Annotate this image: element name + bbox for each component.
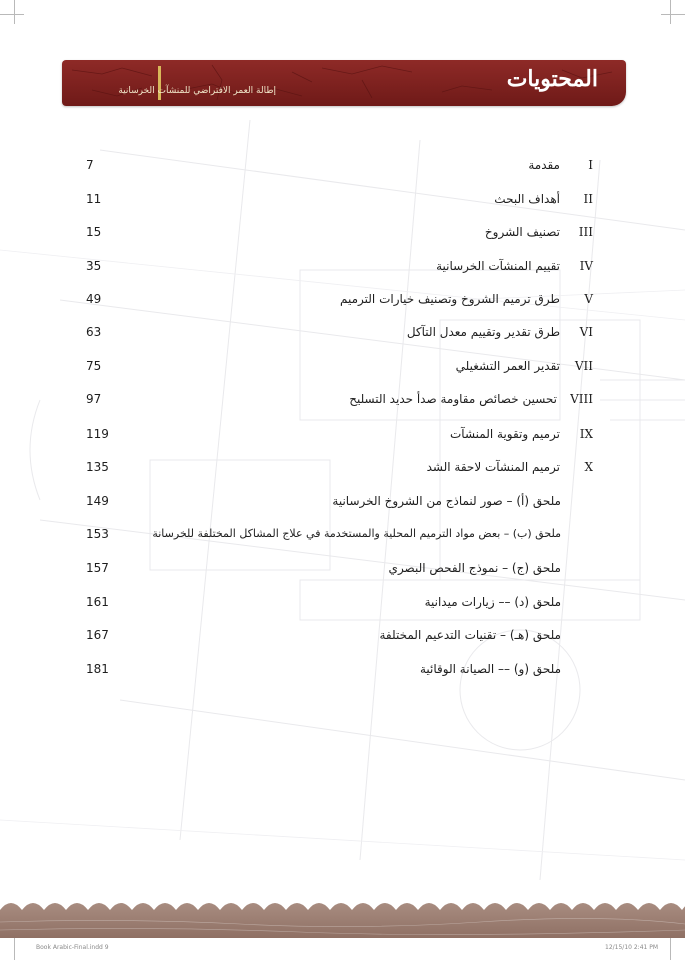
- page-number: 181: [86, 662, 109, 676]
- page-number: 63: [86, 325, 102, 339]
- appendix-entry[interactable]: [0, 625, 685, 645]
- chapter-numeral: VIII: [570, 392, 593, 406]
- page-number: 97: [86, 392, 102, 406]
- chapter-numeral: V: [584, 292, 593, 306]
- chapter-numeral: IV: [579, 259, 593, 273]
- appendix-entry[interactable]: [0, 592, 685, 612]
- entry-title: ترميم المنشآت لاحقة الشد: [426, 460, 560, 474]
- chapter-numeral: III: [578, 225, 593, 239]
- page-number: 135: [86, 460, 109, 474]
- page-number: 11: [86, 192, 102, 206]
- appendix-entry[interactable]: [0, 524, 685, 544]
- print-slug-left: Book Arabic-Final.indd 9: [36, 944, 109, 951]
- crop-mark: [670, 936, 671, 960]
- entry-title: طرق تقدير وتقييم معدل التآكل: [406, 325, 560, 339]
- page-number: 119: [86, 427, 109, 441]
- page-number: 167: [86, 628, 109, 642]
- toc-entry[interactable]: [0, 356, 685, 376]
- entry-title: ملحق (و) –– الصيانة الوقائية: [420, 662, 561, 676]
- chapter-numeral: IX: [579, 427, 593, 441]
- toc-entry[interactable]: [0, 424, 685, 444]
- chapter-numeral: VI: [579, 325, 593, 339]
- entry-title: ملحق (أ) – صور لنماذج من الشروخ الخرسانية: [332, 494, 561, 508]
- toc-entry[interactable]: [0, 189, 685, 209]
- toc-entry[interactable]: [0, 256, 685, 276]
- page-number: 161: [86, 595, 109, 609]
- page-number: 75: [86, 359, 102, 373]
- chapter-numeral: VII: [574, 359, 593, 373]
- print-slug-right: 12/15/10 2:41 PM: [605, 944, 659, 951]
- entry-title: أهداف البحث: [494, 192, 560, 206]
- toc-entry[interactable]: [0, 322, 685, 342]
- page-title: المحتويات: [506, 66, 598, 92]
- entry-title: ملحق (د) –– زيارات ميدانية: [424, 595, 561, 609]
- page-number: 15: [86, 225, 102, 239]
- entry-title: ملحق (ج) – نموذج الفحص البصري: [388, 561, 561, 575]
- entry-title: تحسين خصائص مقاومة صدأ حديد التسليح: [349, 392, 557, 406]
- entry-title: مقدمة: [528, 158, 560, 172]
- entry-title: ملحق (ب) – بعض مواد الترميم المحلية والمستخدمة في علاج المشاكل المختلفة للخرسانة: [152, 527, 561, 540]
- page-number: 7: [86, 158, 94, 172]
- toc-entry[interactable]: [0, 389, 685, 409]
- chapter-numeral: X: [584, 460, 593, 474]
- page-number: 49: [86, 292, 102, 306]
- toc-entry[interactable]: [0, 155, 685, 175]
- crop-mark: [14, 936, 15, 960]
- entry-title: طرق ترميم الشروخ وتصنيف خيارات الترميم: [339, 292, 560, 306]
- entry-title: تصنيف الشروخ: [484, 225, 560, 239]
- entry-title: تقدير العمر التشغيلي: [455, 359, 560, 373]
- page-number: 157: [86, 561, 109, 575]
- toc-entry[interactable]: [0, 222, 685, 242]
- entry-title: ترميم وتقوية المنشآت: [449, 427, 560, 441]
- page-number: 35: [86, 259, 102, 273]
- footer-scalloped-border: [0, 896, 685, 938]
- chapter-numeral: II: [583, 192, 593, 206]
- appendix-entry[interactable]: [0, 558, 685, 578]
- entry-title: ملحق (هـ) – تقنيات التدعيم المختلفة: [379, 628, 561, 642]
- appendix-entry[interactable]: [0, 491, 685, 511]
- page-number: 153: [86, 527, 109, 541]
- page-number: 149: [86, 494, 109, 508]
- book-title: إطالة العمر الافتراضي للمنشآت الخرسانية: [118, 86, 276, 96]
- toc-entry[interactable]: [0, 457, 685, 477]
- toc-entry[interactable]: [0, 289, 685, 309]
- appendix-entry[interactable]: [0, 659, 685, 679]
- chapter-numeral: I: [588, 158, 593, 172]
- entry-title: تقييم المنشآت الخرسانية: [436, 259, 560, 273]
